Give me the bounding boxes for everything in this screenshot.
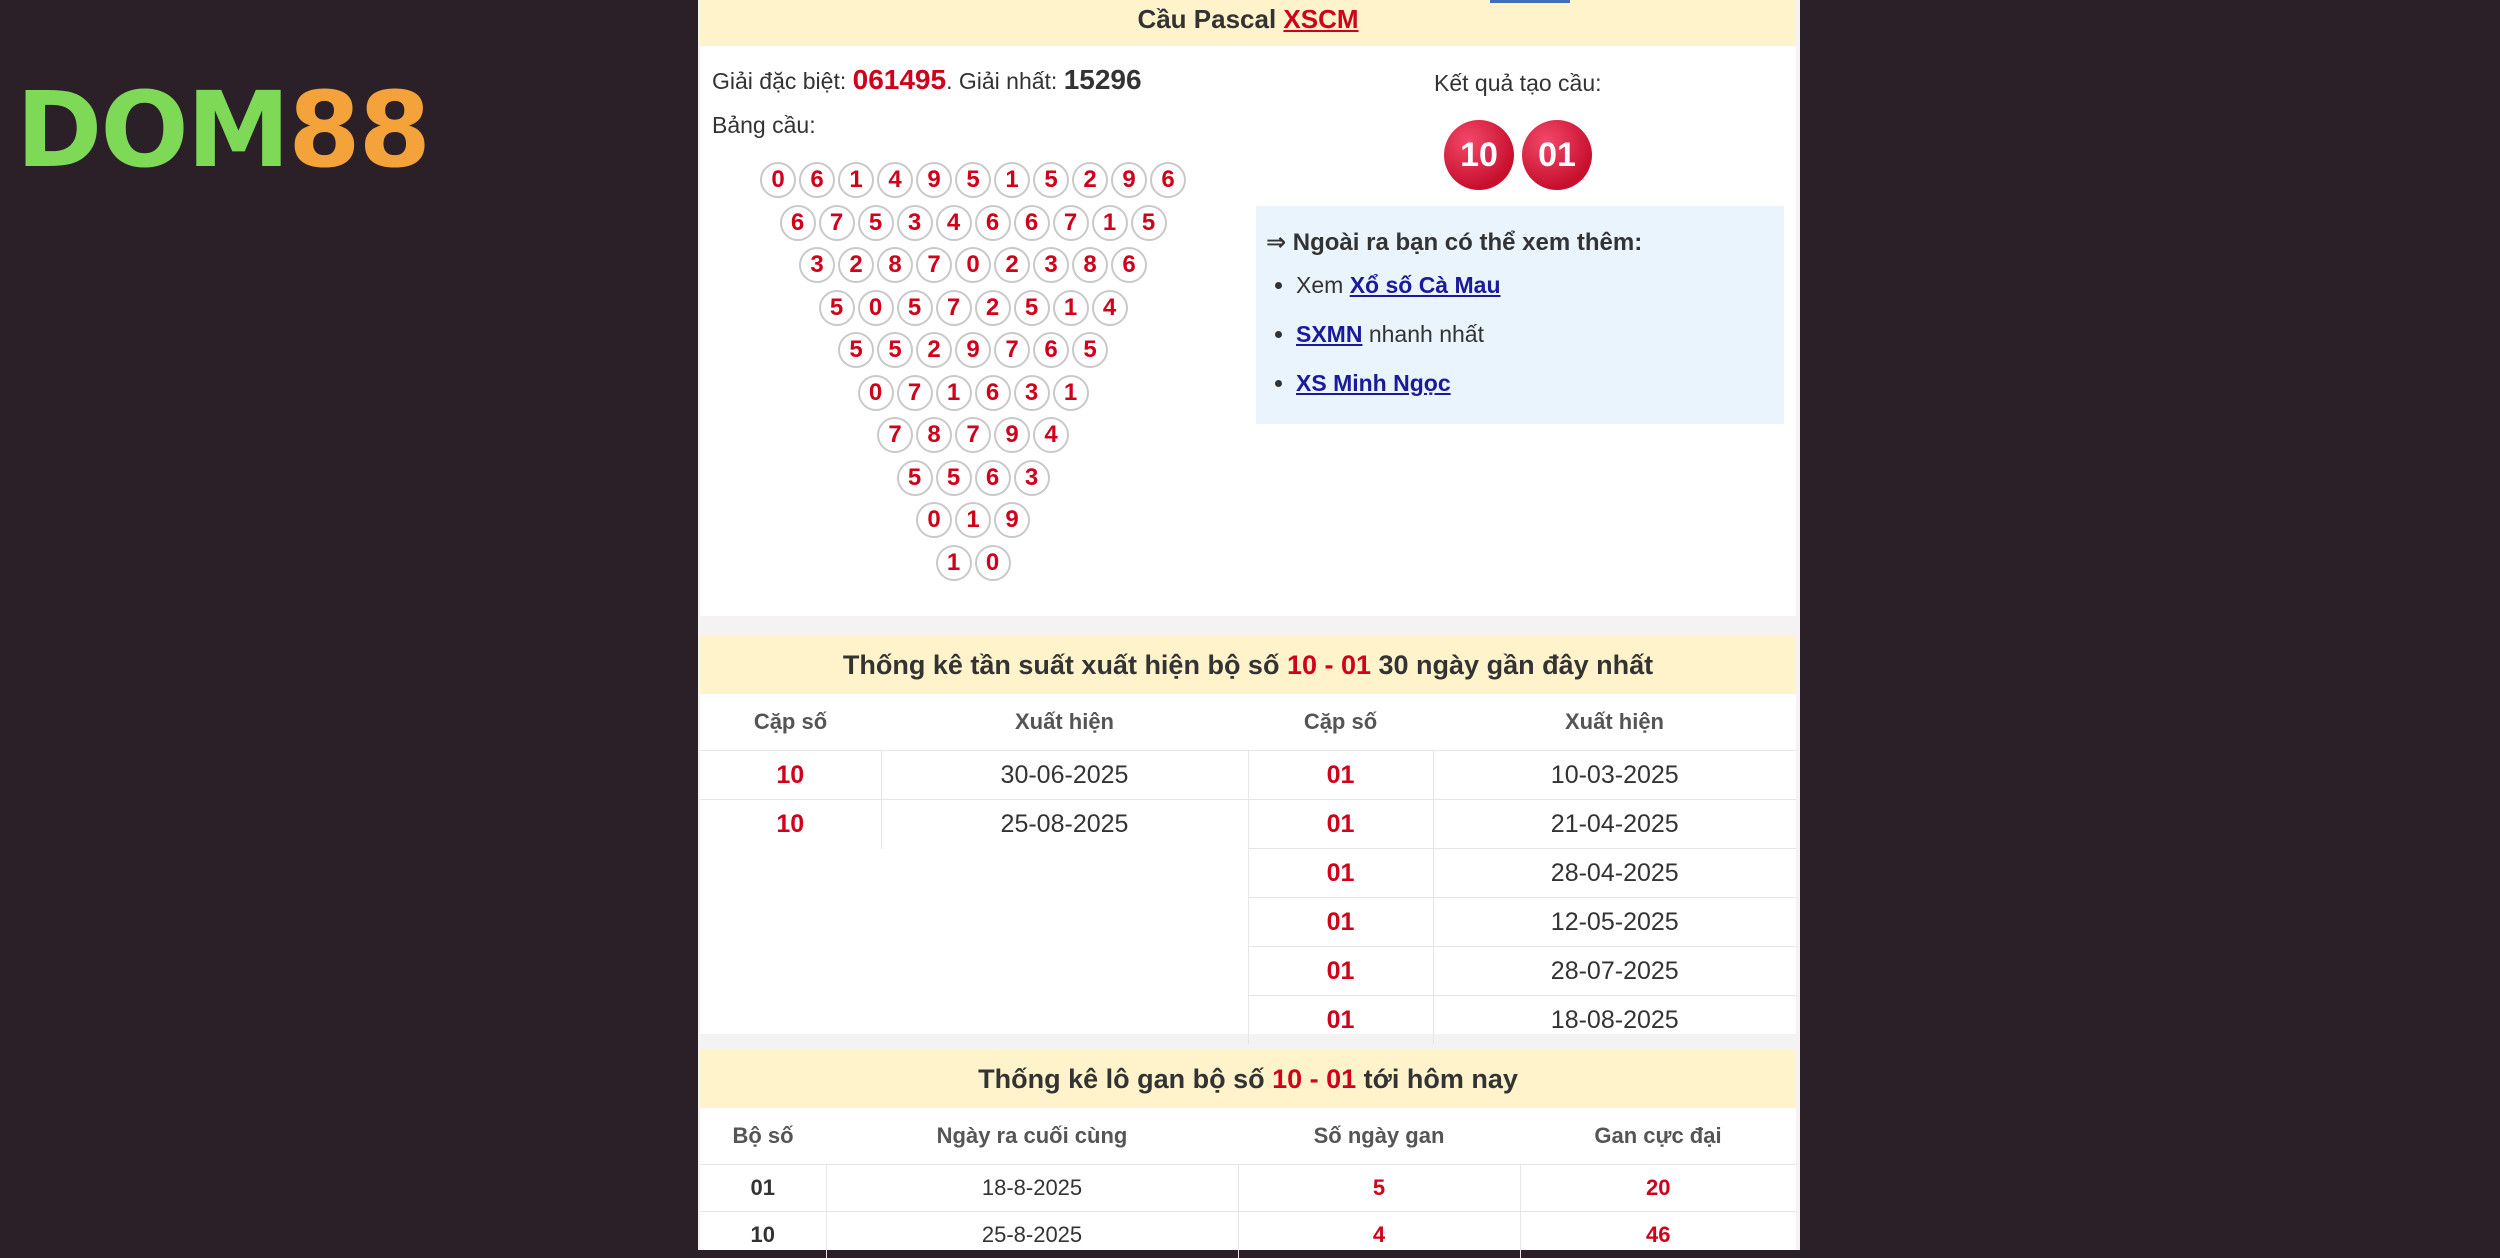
- triangle-digit: 3: [1014, 460, 1050, 496]
- left-date-cell: [881, 996, 1248, 1045]
- triangle-digit: 1: [936, 545, 972, 581]
- triangle-row: [799, 247, 1147, 283]
- see-more-item-prefix: Xem: [1296, 272, 1350, 298]
- left-date-cell: 25-08-2025: [881, 800, 1248, 849]
- triangle-row: [760, 162, 1186, 198]
- main-panel: [698, 0, 1800, 1250]
- gan-days-cell: 5: [1238, 1165, 1520, 1212]
- triangle-digit: 6: [799, 162, 835, 198]
- triangle-row: [916, 502, 1030, 538]
- frequency-section: [700, 636, 1796, 1034]
- triangle-digit: 5: [897, 290, 933, 326]
- triangle-digit: 4: [877, 162, 913, 198]
- triangle-digit: 7: [877, 417, 913, 453]
- gan-table: [700, 1108, 1796, 1258]
- xs-minh-ngoc-link[interactable]: XS Minh Ngọc: [1296, 370, 1451, 396]
- triangle-digit: 5: [955, 162, 991, 198]
- see-more-item-suffix: nhanh nhất: [1362, 321, 1484, 347]
- frequency-row: [700, 996, 1796, 1045]
- see-more-box: [1256, 206, 1784, 424]
- triangle-digit: 6: [1033, 332, 1069, 368]
- triangle-row: [838, 332, 1108, 368]
- gan-pair-cell: 01: [700, 1165, 826, 1212]
- frequency-table: [700, 694, 1796, 1044]
- left-pair-cell: 10: [700, 751, 881, 800]
- triangle-digit: 8: [1072, 247, 1108, 283]
- frequency-row: [700, 898, 1796, 947]
- triangle-digit: 4: [1033, 417, 1069, 453]
- triangle-digit: 6: [975, 460, 1011, 496]
- triangle-digit: 6: [975, 205, 1011, 241]
- frequency-row: [700, 849, 1796, 898]
- triangle-digit: 3: [1014, 375, 1050, 411]
- col-header-appear-left: Xuất hiện: [881, 694, 1248, 751]
- xscm-link[interactable]: XSCM: [1283, 4, 1358, 34]
- triangle-digit: 9: [1111, 162, 1147, 198]
- see-more-item: [1296, 368, 1501, 417]
- col-header-appear-right: Xuất hiện: [1433, 694, 1796, 751]
- logo-text-88: 88: [288, 69, 429, 191]
- right-pair-cell: 01: [1248, 800, 1433, 849]
- triangle-digit: 7: [819, 205, 855, 241]
- result-ball-2: 01: [1522, 120, 1592, 190]
- triangle-digit: 5: [858, 205, 894, 241]
- triangle-digit: 1: [1092, 205, 1128, 241]
- triangle-digit: 1: [936, 375, 972, 411]
- right-pair-cell: 01: [1248, 996, 1433, 1045]
- triangle-digit: 7: [955, 417, 991, 453]
- triangle-row: [780, 205, 1167, 241]
- see-more-item: [1296, 319, 1501, 368]
- col-header-gan-max: Gan cực đại: [1520, 1108, 1796, 1165]
- triangle-digit: 1: [994, 162, 1030, 198]
- left-pair-cell: 10: [700, 800, 881, 849]
- pascal-title: [700, 0, 1796, 46]
- left-pair-cell: [700, 849, 881, 898]
- triangle-digit: 5: [1033, 162, 1069, 198]
- gan-row: [700, 1165, 1796, 1212]
- triangle-digit: 9: [916, 162, 952, 198]
- brand-logo[interactable]: [16, 78, 429, 182]
- triangle-row: [897, 460, 1050, 496]
- triangle-digit: 9: [994, 502, 1030, 538]
- gan-header-row: [700, 1108, 1796, 1165]
- triangle-digit: 0: [916, 502, 952, 538]
- triangle-digit: 2: [838, 247, 874, 283]
- gan-title-prefix: Thống kê lô gan bộ số: [978, 1064, 1272, 1094]
- gan-last-date-cell: 25-8-2025: [826, 1212, 1238, 1258]
- right-date-cell: 28-07-2025: [1433, 947, 1796, 996]
- gan-title-suffix: tới hôm nay: [1356, 1064, 1518, 1094]
- triangle-digit: 3: [1033, 247, 1069, 283]
- special-prize-value: 061495: [853, 64, 946, 95]
- triangle-digit: 9: [994, 417, 1030, 453]
- pascal-title-text: Cầu Pascal: [1137, 4, 1276, 34]
- xo-so-ca-mau-link[interactable]: Xổ số Cà Mau: [1350, 272, 1501, 298]
- triangle-digit: 5: [1072, 332, 1108, 368]
- gan-max-cell: 46: [1520, 1212, 1796, 1258]
- top-tab-indicator: [1490, 0, 1570, 3]
- frequency-title-prefix: Thống kê tần suất xuất hiện bộ số: [843, 650, 1287, 680]
- first-prize-value: 15296: [1064, 64, 1142, 95]
- gan-days-cell: 4: [1238, 1212, 1520, 1258]
- triangle-digit: 7: [994, 332, 1030, 368]
- triangle-digit: 4: [936, 205, 972, 241]
- triangle-digit: 5: [936, 460, 972, 496]
- triangle-digit: 6: [1150, 162, 1186, 198]
- frequency-row: [700, 751, 1796, 800]
- triangle-digit: 5: [1014, 290, 1050, 326]
- gan-title-pair: 10 - 01: [1272, 1064, 1356, 1094]
- triangle-row: [936, 545, 1011, 581]
- result-ball-1: 10: [1444, 120, 1514, 190]
- triangle-digit: 6: [1014, 205, 1050, 241]
- triangle-digit: 5: [838, 332, 874, 368]
- triangle-digit: 0: [858, 290, 894, 326]
- see-more-list: [1256, 270, 1501, 417]
- triangle-digit: 1: [838, 162, 874, 198]
- frequency-title-suffix: 30 ngày gần đây nhất: [1371, 650, 1653, 680]
- triangle-digit: 2: [916, 332, 952, 368]
- triangle-digit: 2: [975, 290, 1011, 326]
- col-header-pair-right: Cặp số: [1248, 694, 1433, 751]
- col-header-gan-days: Số ngày gan: [1238, 1108, 1520, 1165]
- right-date-cell: 18-08-2025: [1433, 996, 1796, 1045]
- sxmn-link[interactable]: SXMN: [1296, 321, 1362, 347]
- triangle-digit: 8: [916, 417, 952, 453]
- triangle-digit: 4: [1092, 290, 1128, 326]
- left-pair-cell: [700, 898, 881, 947]
- frequency-title-pair: 10 - 01: [1287, 650, 1371, 680]
- left-pair-cell: [700, 996, 881, 1045]
- triangle-digit: 5: [1131, 205, 1167, 241]
- right-date-cell: 12-05-2025: [1433, 898, 1796, 947]
- triangle-digit: 0: [975, 545, 1011, 581]
- see-more-item: [1296, 270, 1501, 319]
- triangle-digit: 7: [1053, 205, 1089, 241]
- frequency-header-row: [700, 694, 1796, 751]
- result-label: Kết quả tạo cầu:: [1434, 70, 1602, 97]
- right-date-cell: 10-03-2025: [1433, 751, 1796, 800]
- col-header-pair-left: Cặp số: [700, 694, 881, 751]
- triangle-digit: 5: [819, 290, 855, 326]
- triangle-digit: 3: [799, 247, 835, 283]
- gan-last-date-cell: 18-8-2025: [826, 1165, 1238, 1212]
- triangle-digit: 2: [1072, 162, 1108, 198]
- triangle-digit: 0: [955, 247, 991, 283]
- bang-cau-label: Bảng cầu:: [712, 112, 816, 139]
- triangle-digit: 5: [877, 332, 913, 368]
- triangle-digit: 7: [897, 375, 933, 411]
- triangle-digit: 0: [760, 162, 796, 198]
- right-pair-cell: 01: [1248, 898, 1433, 947]
- triangle-digit: 9: [955, 332, 991, 368]
- right-date-cell: 28-04-2025: [1433, 849, 1796, 898]
- right-pair-cell: 01: [1248, 751, 1433, 800]
- triangle-digit: 6: [780, 205, 816, 241]
- triangle-digit: 7: [916, 247, 952, 283]
- triangle-digit: 6: [975, 375, 1011, 411]
- left-date-cell: 30-06-2025: [881, 751, 1248, 800]
- logo-text-dom: DOM: [16, 69, 288, 191]
- triangle-digit: 0: [858, 375, 894, 411]
- triangle-row: [858, 375, 1089, 411]
- triangle-row: [877, 417, 1069, 453]
- triangle-digit: 1: [1053, 290, 1089, 326]
- gan-max-cell: 20: [1520, 1165, 1796, 1212]
- frequency-row: [700, 800, 1796, 849]
- left-date-cell: [881, 849, 1248, 898]
- triangle-digit: 8: [877, 247, 913, 283]
- triangle-row: [819, 290, 1128, 326]
- see-more-title: ⇒ Ngoài ra bạn có thể xem thêm:: [1266, 228, 1642, 257]
- gan-row: [700, 1212, 1796, 1258]
- right-date-cell: 21-04-2025: [1433, 800, 1796, 849]
- left-date-cell: [881, 898, 1248, 947]
- left-pair-cell: [700, 947, 881, 996]
- frequency-row: [700, 947, 1796, 996]
- triangle-digit: 3: [897, 205, 933, 241]
- gan-pair-cell: 10: [700, 1212, 826, 1258]
- special-prize-label: Giải đặc biệt:: [712, 68, 846, 94]
- right-pair-cell: 01: [1248, 849, 1433, 898]
- triangle-digit: 1: [955, 502, 991, 538]
- triangle-digit: 7: [936, 290, 972, 326]
- pascal-section: [700, 0, 1796, 616]
- left-date-cell: [881, 947, 1248, 996]
- triangle-digit: 2: [994, 247, 1030, 283]
- prize-line: [712, 64, 1142, 96]
- gan-title: [700, 1050, 1796, 1108]
- first-prize-label: . Giải nhất:: [946, 68, 1057, 94]
- right-pair-cell: 01: [1248, 947, 1433, 996]
- triangle-digit: 1: [1053, 375, 1089, 411]
- triangle-digit: 5: [897, 460, 933, 496]
- col-header-bo-so: Bộ số: [700, 1108, 826, 1165]
- frequency-title: [700, 636, 1796, 694]
- gan-section: [700, 1050, 1796, 1250]
- triangle-digit: 6: [1111, 247, 1147, 283]
- col-header-last-date: Ngày ra cuối cùng: [826, 1108, 1238, 1165]
